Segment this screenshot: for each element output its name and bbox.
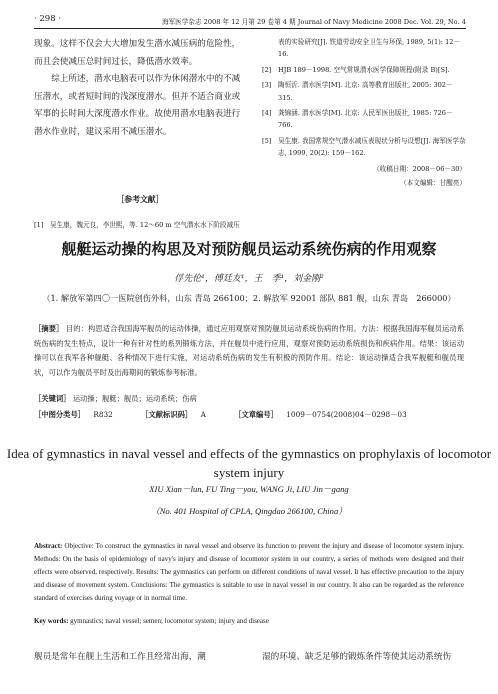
abstract-en-text: Objective: To construct the gymnastics in naval vessel and observe its function to prevent the injury and disease of locomotor system injury. Methods: On the basis of epidemiology of navy's injury and disease of locomotor system in our country, a series of methods were designed and their effects were observed, respectively. Results: The gymnastics can perform on different conditions of naval vessel. It has effective precaution to the injury and disease of movement system. Conclusions: The gymnastics is suitable to use in naval vessel in our country. It also can be regarded as the reference standard of exercises during voyage or in normal time. xyxy=(34,542,464,602)
reference-text: 陶恒沂. 潜水医学[M]. 北京: 高等教育出版社, 2005: 302－315. xyxy=(278,81,453,102)
page-number: · 298 · xyxy=(34,14,62,24)
keywords-en-label: Key words: xyxy=(34,617,69,625)
references-left xyxy=(34,219,254,234)
article-no-label: ［文章编号］ xyxy=(234,410,278,419)
article-no-value: 1009－0754(2008)04－0298－03 xyxy=(286,410,407,419)
clc-value: R832 xyxy=(93,410,113,419)
body-right-line: 湿的环境、缺乏足够的锻炼条件等使其运动系统伤 xyxy=(262,652,452,662)
reference-item xyxy=(34,219,254,231)
clc-label: ［中图分类号］ xyxy=(34,410,86,419)
reference-text: 吴生康，魏元良，李世熙，等. 12～60 m 空气潜水水下阶段减压 xyxy=(50,221,240,229)
keywords-en-text: gymnastics; naval vessel; semen; locomotor system; injury and disease xyxy=(70,617,269,625)
reference-number: [5] xyxy=(262,136,272,145)
header-rule xyxy=(34,28,466,29)
paragraph: 现象。这样不仅会大大增加发生潜水减压病的危险性，而且会使减压总时间过长，降低潜水效率。 xyxy=(34,39,241,67)
reference-text: 表的实验研究[J]. 铁道劳动安全卫生与环保, 1989, 5(1): 12－16. xyxy=(278,38,461,59)
keywords-cn xyxy=(34,394,197,404)
reference-item xyxy=(262,107,466,132)
right-column xyxy=(262,36,466,189)
classification-line xyxy=(34,410,464,420)
abstract-cn-text: 目的：构思适合我国海军舰员的运动体操，通过应用观察对预防舰员运动系统伤病的作用。方法：根据我国海军舰员运动系统伤病的发生特点，设计一种有针对性的系列锻炼方法，并在舰员中进行应用，观察对预防运动系统损伤和疾病作用。结果：该运动操可以在我军各种舰艇、各种情况下进行实施，对运动系统伤病的发生有积极的预防作用。结论：该运动操适合我军舰艇和舰员现状，可以作为舰员平时及出海期间的锻炼参考标准。 xyxy=(34,324,465,377)
reference-item xyxy=(262,79,466,104)
keywords-cn-text: 运动操；舰艇；舰员；运动系统；伤病 xyxy=(72,394,197,403)
article-title-cn: 舰艇运动操的构思及对预防舰员运动系统伤病的作用观察 xyxy=(61,240,437,258)
references-heading: ［参考文献］ xyxy=(116,195,164,204)
reference-item xyxy=(262,64,466,76)
reference-number: [4] xyxy=(262,109,272,118)
affiliation-en: （No. 401 Hospital of CPLA, Qingdao 266100, China） xyxy=(151,506,347,516)
reference-number: [3] xyxy=(262,81,272,90)
paragraph: 综上所述，潜水电脑表可以作为休闲潜水中的不减压潜水，或者短时间的浅深度潜水。但并不适合商业或军事的长时间大深度潜水作业。故使用潜水电脑表进行潜水作业时，建议采用不减压潜水。 xyxy=(34,74,241,137)
authors-cn: 俘先伦¹，傅廷友¹，王 季¹，刘金刚² xyxy=(174,274,324,284)
left-column xyxy=(34,36,246,141)
reference-item xyxy=(262,36,466,61)
article-title-en: Idea of gymnastics in naval vessel and effects of the gymnastics on prophylaxis of locomotor system injury xyxy=(6,446,492,480)
doc-code-value: A xyxy=(200,410,206,419)
reference-number: [1] xyxy=(34,221,44,229)
reference-text: 吴生康. 我国常规空气潜水减压表现状分析与设想[J]. 海军医学杂志, 1999, 20(2): 159－162. xyxy=(278,136,466,158)
reference-item xyxy=(262,135,466,160)
editor-note: （本文编辑：甘醒亮） xyxy=(400,179,466,188)
keywords-en xyxy=(34,617,464,625)
reference-number xyxy=(262,36,278,61)
running-header xyxy=(34,12,466,26)
doc-code-label: ［文献标识码］ xyxy=(141,410,193,419)
journal-info: 海军医学杂志 2008 年 12 月第 29 卷第 4 期 Journal of Navy Medicine 2008 Dec. Vol. 29, No. 4 xyxy=(162,18,466,26)
received-date: （收稿日期：2008－06－30） xyxy=(373,164,466,173)
abstract-en xyxy=(34,540,464,605)
authors-en: XIU Xian－lun, FU Ting－you, WANG Ji, LIU Jin－gang xyxy=(149,484,349,494)
abstract-cn xyxy=(34,322,464,380)
affiliation-cn: （1. 解放军第四〇一医院创伤外科，山东 青岛 266100；2. 解放军 92001 部队 881 舰，山东 青岛 266000） xyxy=(42,293,456,303)
body-text-start xyxy=(34,650,494,662)
reference-text: 龚锦涵. 潜水医学[M]. 北京: 人民军医出版社, 1985: 726－766. xyxy=(278,109,453,130)
abstract-en-label: Abstract: xyxy=(34,542,63,550)
reference-number: [2] xyxy=(262,65,272,74)
body-left-line: 舰员是常年在舰上生活和工作且经常出海，潮 xyxy=(34,652,206,662)
reference-text: HJB 189－1998. 空气常规潜水医学保障规程(附录 B)[S]. xyxy=(278,65,450,74)
keywords-cn-label: ［关键词］ xyxy=(34,394,71,403)
abstract-cn-label: ［摘要］ xyxy=(34,324,64,333)
